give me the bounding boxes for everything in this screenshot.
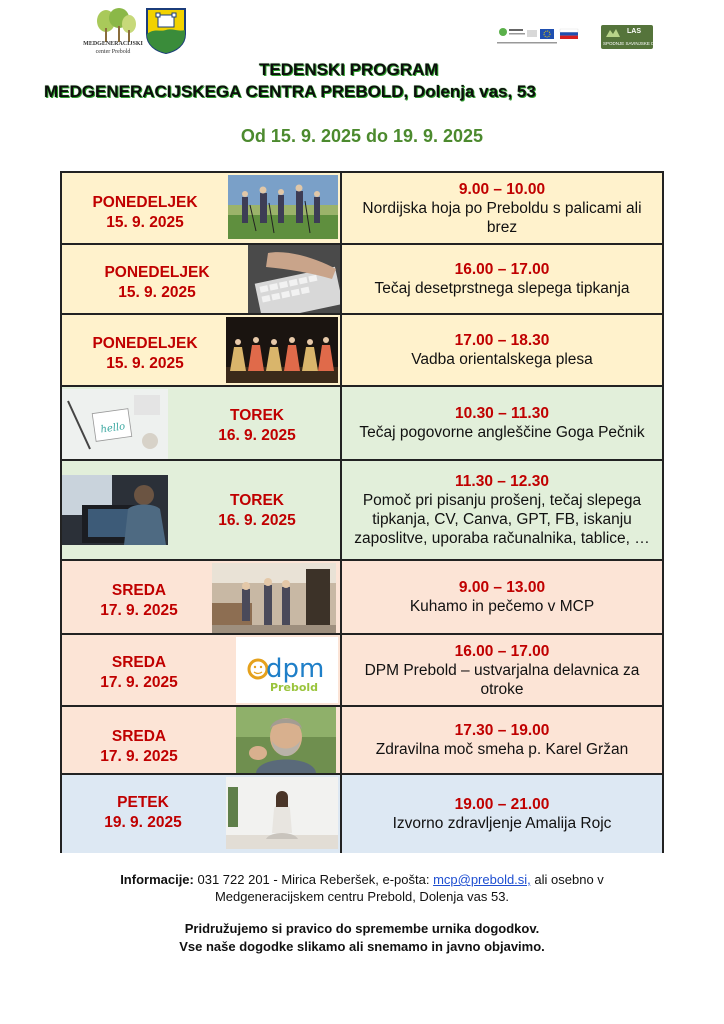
dance-group-photo <box>226 317 338 383</box>
schedule-row <box>62 315 662 387</box>
event-cell <box>342 387 662 459</box>
day-cell <box>62 461 342 559</box>
event-description: DPM Prebold – ustvarjalna delavnica za otroke <box>364 661 640 698</box>
day-label: PONEDELJEK 15. 9. 2025 <box>92 335 198 372</box>
event-time: 17.00 – 18.30 <box>454 332 550 349</box>
schedule-row <box>62 461 662 561</box>
event-cell <box>342 561 662 633</box>
event-description: Tečaj pogovorne angleščine Goga Pečnik <box>359 424 645 441</box>
day-label: SREDA 17. 9. 2025 <box>100 582 178 619</box>
svg-text:Prebold: Prebold <box>270 681 319 694</box>
event-cell <box>342 635 662 705</box>
disclaimer-line: Vse naše dogodke slikamo ali snemamo in javno objavimo. <box>179 939 545 954</box>
laptop-user-photo <box>62 475 168 545</box>
day-label: PONEDELJEK 15. 9. 2025 <box>92 194 198 231</box>
day-cell <box>62 387 342 459</box>
event-cell <box>342 245 662 313</box>
info-text-after: ali osebno v <box>530 872 604 887</box>
schedule-row <box>62 245 662 315</box>
day-cell <box>62 635 342 705</box>
program-title: TEDENSKI PROGRAM <box>259 60 439 79</box>
day-label: PETEK 19. 9. 2025 <box>104 794 182 831</box>
prebold-crest-icon <box>146 8 186 54</box>
svg-text:dpm: dpm <box>266 654 325 684</box>
email-link[interactable]: mcp@prebold.si, <box>433 872 531 887</box>
meditation-photo <box>226 777 338 849</box>
event-description: Tečaj desetprstnega slepega tipkanja <box>374 280 630 297</box>
schedule-row <box>62 707 662 775</box>
hello-note-photo <box>62 389 168 459</box>
event-time: 19.00 – 21.00 <box>454 796 550 813</box>
mcp-logo-text: MEDGENERACIJSKI center Prebold <box>83 41 143 55</box>
dpm-logo <box>236 637 338 703</box>
schedule-row <box>62 561 662 635</box>
event-description: Kuhamo in pečemo v MCP <box>409 598 595 615</box>
las-logo: LAS SPODNJE SAVINJSKE DOLINE <box>601 25 653 49</box>
event-cell <box>342 461 662 559</box>
event-description: Izvorno zdravljenje Amalija Rojc <box>392 815 612 832</box>
event-cell <box>342 173 662 243</box>
day-cell <box>62 775 342 853</box>
day-label: SREDA 17. 9. 2025 <box>100 654 178 691</box>
event-time: 16.00 – 17.00 <box>454 261 550 278</box>
event-time: 9.00 – 10.00 <box>458 180 546 198</box>
day-cell <box>62 561 342 633</box>
disclaimer-line: Pridružujemo si pravico do spremembe urnika dogodkov. <box>184 921 540 936</box>
disclaimer <box>60 920 664 956</box>
info-address: Medgeneracijskem centru Prebold, Dolenja vas 53. <box>214 889 510 904</box>
day-cell <box>62 707 342 773</box>
typing-keyboard-photo <box>248 245 340 313</box>
schedule-row <box>62 387 662 461</box>
event-time: 10.30 – 11.30 <box>455 405 549 422</box>
day-label: SREDA 17. 9. 2025 <box>100 728 178 765</box>
schedule-row <box>62 775 662 853</box>
event-time: 17.30 – 19.00 <box>454 722 550 739</box>
kitchen-photo <box>212 563 336 633</box>
day-cell <box>62 173 342 243</box>
event-cell <box>342 315 662 385</box>
info-text: 031 722 201 - Mirica Reberšek, e-pošta: <box>193 872 434 887</box>
svg-text:hello: hello <box>99 421 126 436</box>
contact-info <box>60 871 664 905</box>
event-description: Zdravilna moč smeha p. Karel Gržan <box>375 741 629 758</box>
event-time: 16.00 – 17.00 <box>454 642 550 660</box>
nordic-walking-photo <box>228 175 338 239</box>
event-cell <box>342 707 662 773</box>
event-time: 11.30 – 12.30 <box>455 473 549 490</box>
center-title: MEDGENERACIJSKEGA CENTRA PREBOLD, Dolenja vas, 53 <box>44 82 536 101</box>
event-description: Pomoč pri pisanju prošenj, tečaj slepega tipkanja, CV, Canva, GPT, FB, iskanju zaposlitve, uporaba računalnika, tablice, … <box>354 492 650 547</box>
day-label: TOREK 16. 9. 2025 <box>218 492 296 529</box>
schedule-row <box>62 173 662 245</box>
event-description: Nordijska hoja po Preboldu s palicami ali brez <box>362 199 642 236</box>
eu-funding-logos <box>497 26 585 48</box>
schedule-table <box>60 171 664 853</box>
schedule-row <box>62 635 662 707</box>
event-description: Vadba orientalskega plesa <box>411 351 593 368</box>
info-label: Informacije: <box>120 872 194 887</box>
day-label: PONEDELJEK 15. 9. 2025 <box>104 264 210 301</box>
day-cell <box>62 245 342 313</box>
period-heading: Od 15. 9. 2025 do 19. 9. 2025 <box>240 126 484 146</box>
day-cell <box>62 315 342 385</box>
day-label: TOREK 16. 9. 2025 <box>218 407 296 444</box>
bearded-man-photo <box>236 707 336 773</box>
event-time: 9.00 – 13.00 <box>458 579 546 596</box>
event-cell <box>342 775 662 853</box>
